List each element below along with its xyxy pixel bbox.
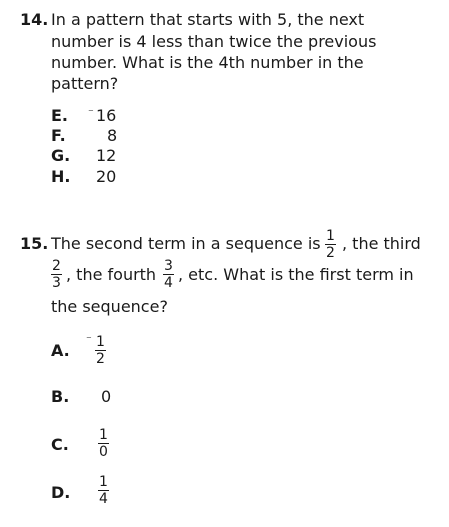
option-b-label: B.: [51, 387, 70, 406]
question-14-line-3: number. What is the 4th number in the: [51, 53, 364, 72]
option-h-label: H.: [51, 167, 71, 186]
question-15-line-1b: , the third: [342, 234, 421, 253]
option-g-label: G.: [51, 146, 71, 165]
option-c-fraction: 1 0: [99, 427, 108, 460]
option-e-label: E.: [51, 106, 69, 125]
option-d-label: D.: [51, 483, 71, 502]
question-14-line-4: pattern?: [51, 74, 119, 93]
fraction-three-fourths: 3 4: [164, 258, 173, 291]
option-a-minus: ⁻: [86, 333, 92, 346]
question-15-number: 15.: [20, 234, 49, 253]
question-15-line-3: the sequence?: [51, 297, 168, 316]
question-15-line-2b: , etc. What is the first term in: [178, 265, 414, 284]
option-f-value: 8: [107, 126, 118, 145]
fraction-one-half: 1 2: [326, 228, 335, 261]
question-15-line-2a: , the fourth: [66, 265, 157, 284]
option-h-value: 20: [96, 167, 117, 186]
option-d-fraction: 1 4: [99, 474, 108, 507]
question-14-line-2: number is 4 less than twice the previous: [51, 32, 377, 51]
option-a-fraction: 1 2: [96, 334, 105, 367]
question-15-line-1a: The second term in a sequence is: [51, 234, 321, 253]
option-a-label: A.: [51, 341, 70, 360]
fraction-two-thirds: 2 3: [52, 258, 61, 291]
option-c-label: C.: [51, 435, 69, 454]
question-14-line-1: In a pattern that starts with 5, the next: [51, 10, 365, 29]
option-b-value: 0: [101, 387, 112, 406]
option-e-minus: ⁻: [88, 106, 94, 119]
option-f-label: F.: [51, 126, 66, 145]
option-e-value: 16: [96, 106, 117, 125]
option-g-value: 12: [96, 146, 117, 165]
question-14-number: 14.: [20, 10, 49, 29]
